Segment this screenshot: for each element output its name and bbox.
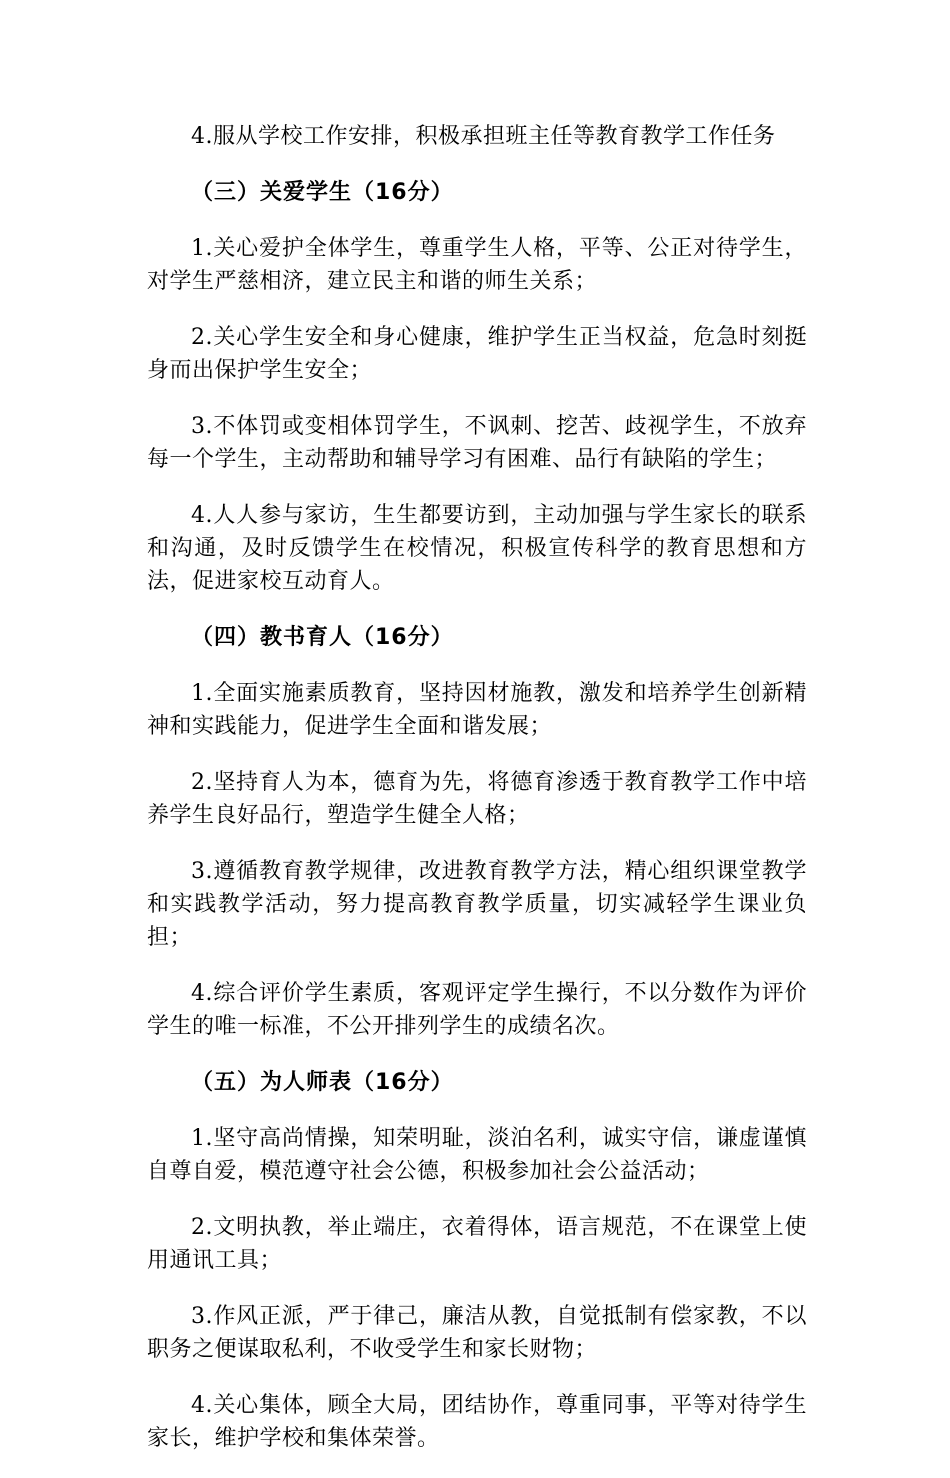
section-heading-role-model: （五）为人师表（16分） bbox=[191, 1070, 454, 1095]
section-item: 2.坚持育人为本，德育为先，将德育渗透于教育教学工作中培养学生良好品行，塑造学生健全人格； bbox=[147, 770, 807, 828]
section-heading-care-students: （三）关爱学生（16分） bbox=[191, 180, 454, 205]
section-item: 1.坚守高尚情操，知荣明耻，淡泊名利，诚实守信，谦虚谨慎自尊自爱，模范遵守社会公德，积极参加社会公益活动； bbox=[147, 1126, 807, 1184]
section-item: 1.全面实施素质教育，坚持因材施教，激发和培养学生创新精神和实践能力，促进学生全面和谐发展； bbox=[147, 681, 807, 739]
section-item: 4.综合评价学生素质，客观评定学生操行，不以分数作为评价学生的唯一标准，不公开排列学生的成绩名次。 bbox=[147, 981, 807, 1039]
section-item: 3.遵循教育教学规律，改进教育教学方法，精心组织课堂教学和实践教学活动，努力提高教育教学质量，切实减轻学生课业负担； bbox=[147, 859, 807, 950]
document-page bbox=[147, 120, 807, 1478]
section-item: 4.服从学校工作安排，积极承担班主任等教育教学工作任务 bbox=[191, 124, 776, 149]
section-item: 1.关心爱护全体学生，尊重学生人格，平等、公正对待学生，对学生严慈相济，建立民主和谐的师生关系； bbox=[147, 236, 807, 294]
section-heading-teach-educate: （四）教书育人（16分） bbox=[191, 625, 454, 650]
section-item: 2.文明执教，举止端庄，衣着得体，语言规范，不在课堂上使用通讯工具； bbox=[147, 1215, 807, 1273]
section-item: 3.作风正派，严于律己，廉洁从教，自觉抵制有偿家教，不以职务之便谋取私利，不收受学生和家长财物； bbox=[147, 1304, 807, 1362]
section-item: 3.不体罚或变相体罚学生，不讽刺、挖苦、歧视学生，不放弃每一个学生，主动帮助和辅导学习有困难、品行有缺陷的学生； bbox=[147, 414, 807, 472]
section-item: 4.关心集体，顾全大局，团结协作，尊重同事，平等对待学生家长，维护学校和集体荣誉。 bbox=[147, 1393, 807, 1451]
section-item: 4.人人参与家访，生生都要访到，主动加强与学生家长的联系和沟通，及时反馈学生在校情况，积极宣传科学的教育思想和方法，促进家校互动育人。 bbox=[147, 503, 807, 594]
section-item: 2.关心学生安全和身心健康，维护学生正当权益，危急时刻挺身而出保护学生安全； bbox=[147, 325, 807, 383]
